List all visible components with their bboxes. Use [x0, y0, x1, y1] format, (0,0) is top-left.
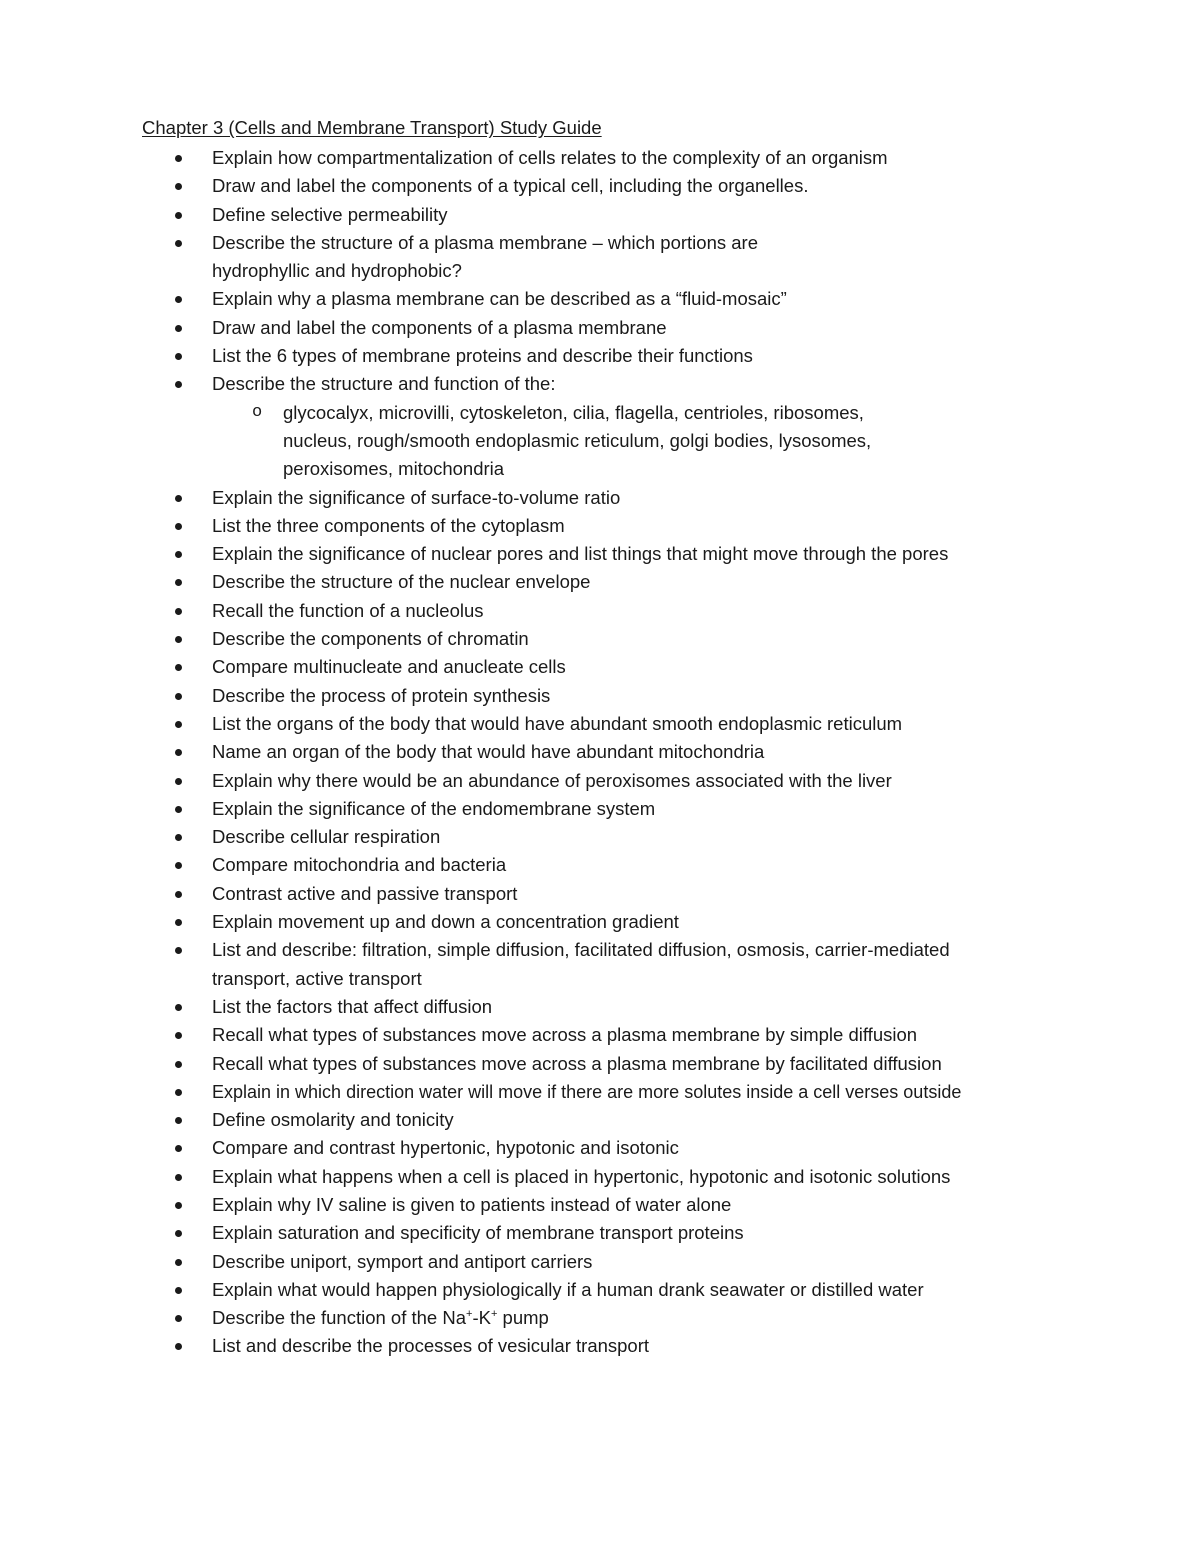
bullet-icon: [175, 862, 182, 869]
bullet-icon: [175, 1202, 182, 1209]
list-item-text: Recall what types of substances move across a plasma membrane by facilitated diffusion: [212, 1052, 942, 1074]
list-item: [142, 625, 1082, 653]
list-item: [142, 597, 1082, 625]
bullet-icon: [175, 1259, 182, 1266]
bullet-icon: [175, 240, 182, 247]
bullet-icon: [175, 1174, 182, 1181]
list-item: [142, 1304, 1082, 1332]
bullet-icon: [175, 1230, 182, 1237]
list-item-text: Define osmolarity and tonicity: [212, 1109, 454, 1131]
list-item: [142, 1134, 1082, 1162]
list-item-text: List and describe: filtration, simple diffusion, facilitated diffusion, osmosis, carrier-mediated transport, active transport: [212, 939, 950, 989]
list-item-text: Name an organ of the body that would have abundant mitochondria: [212, 741, 765, 763]
list-item: [142, 540, 1082, 568]
bullet-icon: [175, 1004, 182, 1011]
list-item-text: Explain movement up and down a concentration gradient: [212, 911, 679, 933]
bullet-icon: [175, 183, 182, 190]
bullet-icon: [175, 551, 182, 558]
list-item-text: List the three components of the cytoplasm: [212, 514, 565, 536]
list-item-text: Explain saturation and specificity of membrane transport proteins: [212, 1222, 744, 1244]
bullet-icon: [175, 1343, 182, 1350]
list-item-text: Define selective permeability: [212, 203, 448, 225]
list-item-text: Describe uniport, symport and antiport carriers: [212, 1250, 593, 1272]
bullet-icon: [175, 834, 182, 841]
list-item: [142, 795, 1082, 823]
list-item: [142, 880, 1082, 908]
bullet-icon: [175, 579, 182, 586]
list-item-text: Describe the function of the Na: [212, 1307, 467, 1329]
bullet-icon: [175, 1315, 182, 1322]
bullet-icon: [175, 523, 182, 530]
bullet-icon: [175, 325, 182, 332]
list-item-text: Contrast active and passive transport: [212, 882, 518, 904]
list-item-text: Describe the structure of the nuclear envelope: [212, 571, 591, 593]
bullet-icon: [175, 778, 182, 785]
list-item-text: Explain why there would be an abundance of peroxisomes associated with the liver: [212, 769, 892, 791]
list-item-text: Explain what would happen physiologically if a human drank seawater or distilled water: [212, 1278, 924, 1300]
bullet-icon: [175, 495, 182, 502]
list-item-text: Recall the function of a nucleolus: [212, 599, 484, 621]
bullet-icon: [175, 296, 182, 303]
bullet-icon: [175, 947, 182, 954]
list-item: [142, 653, 1082, 681]
bullet-icon: [175, 353, 182, 360]
list-item: [142, 1050, 1082, 1078]
bullet-icon: [175, 749, 182, 756]
bullet-icon: [175, 155, 182, 162]
list-item-text: Describe the components of chromatin: [212, 628, 529, 650]
sub-list: [212, 399, 1082, 484]
bullet-icon: [175, 608, 182, 615]
bullet-icon: [175, 664, 182, 671]
list-item-text: Compare multinucleate and anucleate cells: [212, 656, 566, 678]
list-item: [142, 1078, 1082, 1106]
list-item: [142, 484, 1082, 512]
list-item: [142, 1219, 1082, 1247]
list-item: [142, 936, 1082, 993]
list-item-text: Explain the significance of the endomembrane system: [212, 797, 656, 819]
list-item: [142, 1163, 1082, 1191]
list-item-text: Explain why IV saline is given to patients instead of water alone: [212, 1193, 732, 1215]
bullet-icon: [175, 1287, 182, 1294]
list-item: [142, 738, 1082, 766]
list-item: [142, 1106, 1082, 1134]
list-item-text: Explain why a plasma membrane can be described as a “fluid-mosaic”: [212, 288, 787, 310]
list-item: [142, 512, 1082, 540]
list-item-text: List the organs of the body that would have abundant smooth endoplasmic reticulum: [212, 712, 903, 734]
list-item: [142, 851, 1082, 879]
list-item-text: Compare and contrast hypertonic, hypotonic and isotonic: [212, 1137, 679, 1159]
list-item: [142, 1276, 1082, 1304]
list-item: [142, 682, 1082, 710]
list-item-text: Draw and label the components of a plasma membrane: [212, 316, 667, 338]
list-item-text-tail: pump: [497, 1307, 549, 1329]
list-item-text: Describe the structure of a plasma membrane – which portions are hydrophyllic and hydrophobic?: [212, 231, 759, 282]
list-item: [142, 1191, 1082, 1219]
bullet-icon: [175, 1061, 182, 1068]
list-item-text: Explain how compartmentalization of cells relates to the complexity of an organism: [212, 147, 888, 168]
list-item: [142, 710, 1082, 738]
list-item: [142, 1021, 1082, 1049]
hollow-bullet-icon: o: [252, 402, 263, 422]
list-item-text: Explain in which direction water will move if there are more solutes inside a cell verses outside: [212, 1081, 962, 1102]
superscript-plus: +: [466, 1308, 473, 1321]
superscript-plus: +: [490, 1308, 498, 1321]
sub-list-item: [212, 399, 1082, 484]
bullet-icon: [175, 721, 182, 728]
list-item: [142, 1332, 1082, 1360]
bullet-icon: [175, 1145, 182, 1152]
list-item-text: List the factors that affect diffusion: [212, 995, 493, 1017]
list-item: [142, 908, 1082, 936]
document-page: [142, 114, 1082, 1361]
list-item-text: List the 6 types of membrane proteins and describe their functions: [212, 345, 753, 367]
sub-list-item-text: glycocalyx, microvilli, cytoskeleton, cilia, flagella, centrioles, ribosomes, nucleus, rough/smooth endoplasmic reticulum, golgi bodies, lysosomes, peroxisomes, mitochondria: [283, 401, 872, 480]
list-item: [142, 229, 1082, 286]
bullet-icon: [175, 891, 182, 898]
bullet-icon: [175, 919, 182, 926]
list-item-text-mid: -K: [472, 1307, 491, 1329]
list-item-text: Describe the structure and function of the:: [212, 373, 556, 395]
list-item-text: List and describe the processes of vesicular transport: [212, 1335, 650, 1357]
list-item: [142, 314, 1082, 342]
list-item: [142, 993, 1082, 1021]
list-item-text: Draw and label the components of a typical cell, including the organelles.: [212, 175, 809, 197]
list-item-text: Compare mitochondria and bacteria: [212, 854, 507, 876]
list-item: [142, 1248, 1082, 1276]
study-guide-list: [142, 144, 1082, 1361]
bullet-icon: [175, 636, 182, 643]
bullet-icon: [175, 806, 182, 813]
bullet-icon: [175, 1117, 182, 1124]
list-item: [142, 201, 1082, 229]
list-item: [142, 144, 1082, 172]
list-item: [142, 172, 1082, 200]
bullet-icon: [175, 1032, 182, 1039]
page-title: Chapter 3 (Cells and Membrane Transport) Study Guide: [142, 117, 602, 138]
list-item: [142, 342, 1082, 370]
list-item-text: Recall what types of substances move across a plasma membrane by simple diffusion: [212, 1024, 918, 1046]
list-item: [142, 370, 1082, 483]
list-item: [142, 767, 1082, 795]
list-item-text: Explain the significance of surface-to-volume ratio: [212, 486, 621, 508]
list-item: [142, 285, 1082, 313]
bullet-icon: [175, 212, 182, 219]
bullet-icon: [175, 1089, 182, 1096]
list-item-text: Describe the process of protein synthesis: [212, 684, 551, 706]
list-item: [142, 823, 1082, 851]
list-item: [142, 568, 1082, 596]
bullet-icon: [175, 693, 182, 700]
list-item-text: Describe cellular respiration: [212, 826, 441, 848]
bullet-icon: [175, 381, 182, 388]
list-item-text: Explain the significance of nuclear pores and list things that might move through the pores: [212, 543, 949, 565]
list-item-text: Explain what happens when a cell is placed in hypertonic, hypotonic and isotonic solutions: [212, 1165, 951, 1187]
